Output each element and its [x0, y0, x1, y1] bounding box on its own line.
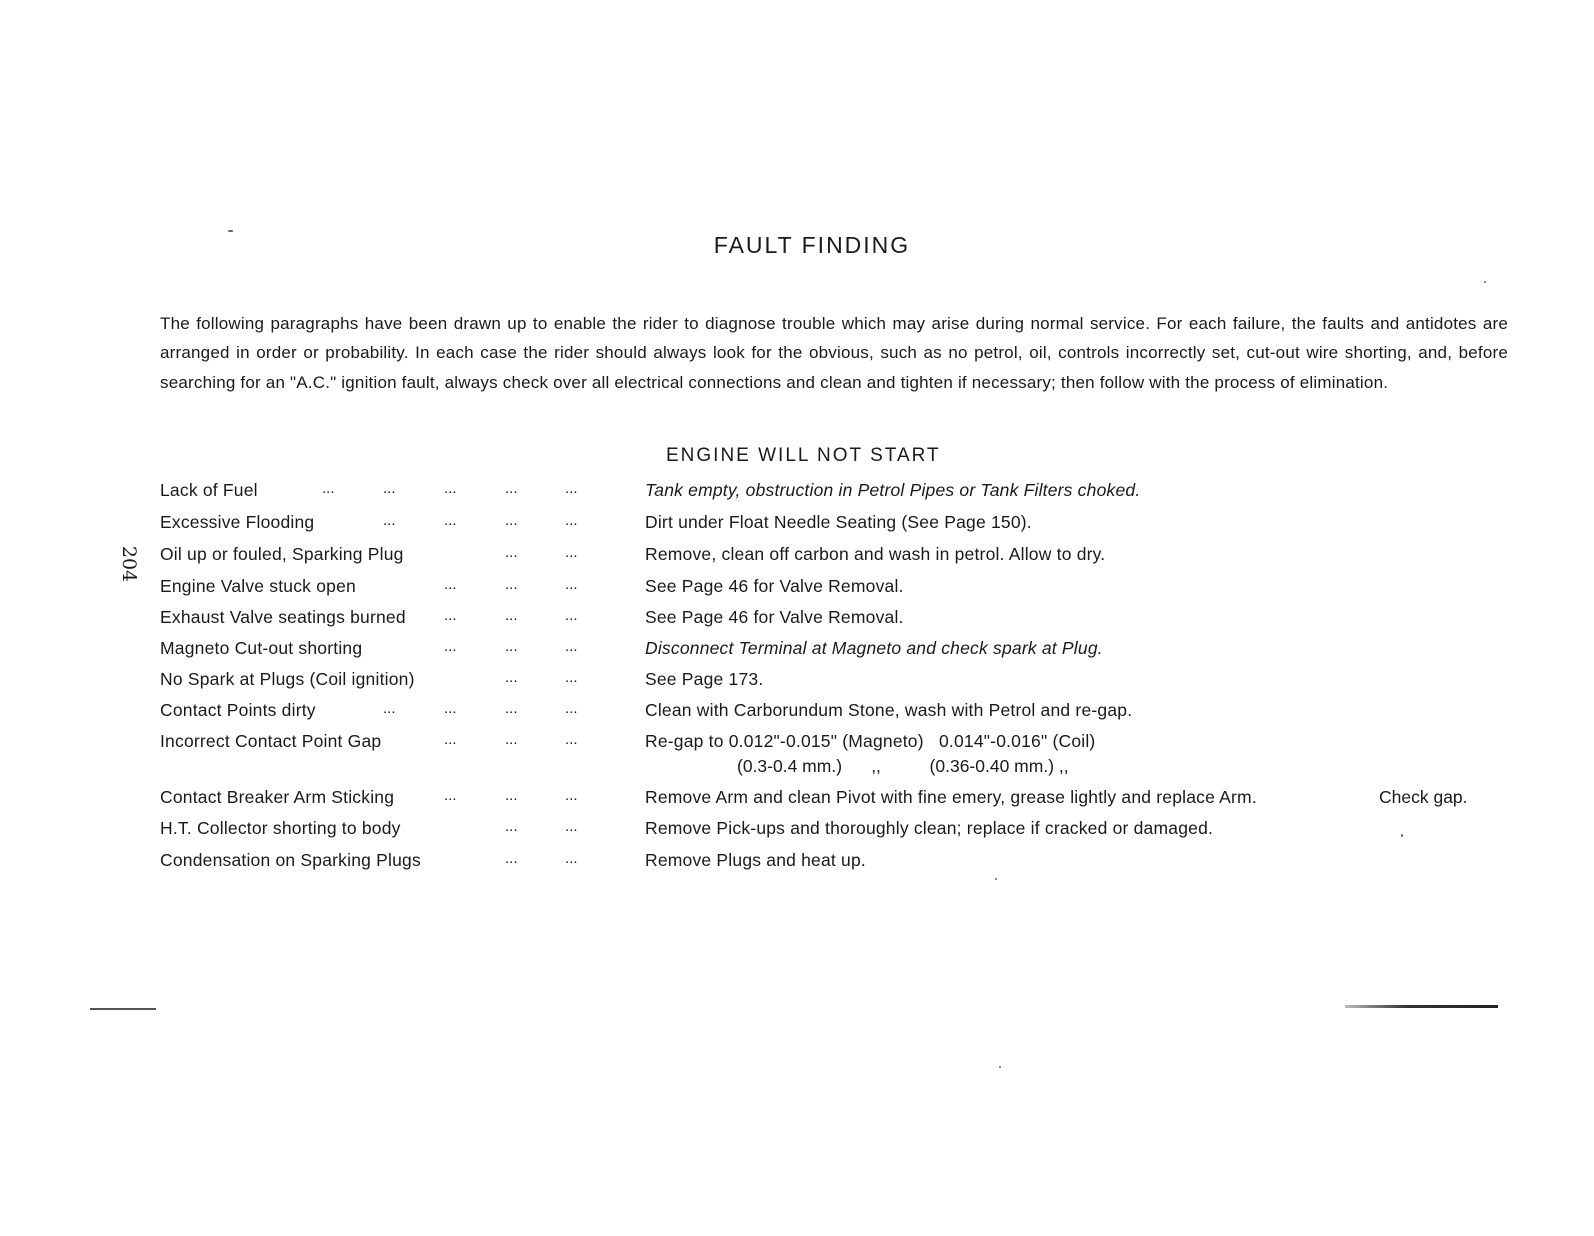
leader-dots: ... [505, 576, 518, 593]
fault-name: No Spark at Plugs (Coil ignition) [160, 669, 415, 689]
fault-remedy: Remove, clean off carbon and wash in petrol. Allow to dry. [645, 544, 1106, 564]
leader-dots: ... [565, 818, 578, 835]
fault-name: Engine Valve stuck open [160, 576, 356, 596]
leader-dots: ... [505, 787, 518, 804]
leader-dots: ... [565, 669, 578, 686]
fault-remedy: Re-gap to 0.012"-0.015" (Magneto) 0.014"-0.016" (Coil) [645, 731, 1096, 751]
leader-dots: ... [565, 731, 578, 748]
leader-dots: ... [505, 544, 518, 561]
leader-dots: ... [444, 731, 457, 748]
leader-dots: ... [505, 731, 518, 748]
section-heading: ENGINE WILL NOT START [666, 445, 941, 466]
fault-remedy: Remove Pick-ups and thoroughly clean; replace if cracked or damaged. [645, 818, 1214, 838]
leader-dots: ... [505, 512, 518, 529]
leader-dots: ... [444, 480, 457, 497]
fault-remedy: Tank empty, obstruction in Petrol Pipes or Tank Filters choked. [645, 480, 1141, 500]
fault-name: Excessive Flooding [160, 512, 315, 532]
fault-name: Oil up or fouled, Sparking Plug [160, 544, 404, 564]
fault-name: Condensation on Sparking Plugs [160, 850, 421, 870]
leader-dots: ... [505, 818, 518, 835]
page-title: FAULT FINDING [713, 232, 911, 258]
fault-name: Contact Breaker Arm Sticking [160, 787, 395, 807]
fault-remedy-line2: (0.3-0.4 mm.) ,, (0.36-0.40 mm.) ,, [737, 756, 1069, 776]
scan-speck [1401, 834, 1403, 837]
leader-dots: ... [383, 512, 396, 529]
leader-dots: ... [565, 638, 578, 655]
scan-speck [1484, 281, 1486, 283]
fault-name: Incorrect Contact Point Gap [160, 731, 382, 751]
leader-dots: ... [444, 576, 457, 593]
leader-dots: ... [565, 700, 578, 717]
page-number: 204 [118, 545, 140, 583]
right-edge-rule [1345, 1005, 1498, 1008]
leader-dots: ... [505, 638, 518, 655]
leader-dots: ... [444, 700, 457, 717]
fault-remedy-extra: Check gap. [1379, 787, 1468, 807]
leader-dots: ... [565, 576, 578, 593]
leader-dots: ... [322, 480, 335, 497]
leader-dots: ... [505, 480, 518, 497]
leader-dots: ... [565, 607, 578, 624]
fault-remedy: Dirt under Float Needle Seating (See Page 150). [645, 512, 1032, 532]
fault-remedy: See Page 46 for Valve Removal. [645, 607, 904, 627]
leader-dots: ... [565, 512, 578, 529]
fault-remedy: See Page 46 for Valve Removal. [645, 576, 904, 596]
fault-name: Lack of Fuel [160, 480, 258, 500]
leader-dots: ... [383, 480, 396, 497]
leader-dots: ... [383, 700, 396, 717]
leader-dots: ... [505, 700, 518, 717]
leader-dots: ... [505, 850, 518, 867]
fault-remedy: See Page 173. [645, 669, 764, 689]
fault-remedy: Remove Plugs and heat up. [645, 850, 866, 870]
fault-remedy: Remove Arm and clean Pivot with fine emery, grease lightly and replace Arm. [645, 787, 1257, 807]
fault-name: Exhaust Valve seatings burned [160, 607, 406, 627]
leader-dots: ... [565, 544, 578, 561]
fault-name: H.T. Collector shorting to body [160, 818, 401, 838]
leader-dots: ... [505, 669, 518, 686]
leader-dots: ... [444, 638, 457, 655]
leader-dots: ... [565, 787, 578, 804]
intro-paragraph: The following paragraphs have been drawn up to enable the rider to diagnose trouble which may arise during normal service. For each failure, the faults and antidotes are arranged in order or probability. In each case the rider should always look for the obvious, such as no petrol, oil, controls incorrectly set, cut-out wire shorting, and, before searching for an "A.C." ignition fault, always check over all electrical connections and clean and tighten if necessary; then follow with the process of elimination. [160, 314, 1508, 392]
fault-remedy: Clean with Carborundum Stone, wash with Petrol and re-gap. [645, 700, 1133, 720]
scan-speck [999, 1066, 1001, 1068]
fault-name: Contact Points dirty [160, 700, 316, 720]
leader-dots: ... [565, 480, 578, 497]
leader-dots: ... [444, 607, 457, 624]
fault-name: Magneto Cut-out shorting [160, 638, 363, 658]
leader-dots: ... [444, 787, 457, 804]
scan-speck [995, 878, 997, 880]
leader-dots: ... [444, 512, 457, 529]
fault-remedy: Disconnect Terminal at Magneto and check spark at Plug. [645, 638, 1103, 658]
left-edge-rule [90, 1008, 156, 1010]
leader-dots: ... [565, 850, 578, 867]
leader-dots: ... [505, 607, 518, 624]
scan-speck [228, 230, 233, 232]
